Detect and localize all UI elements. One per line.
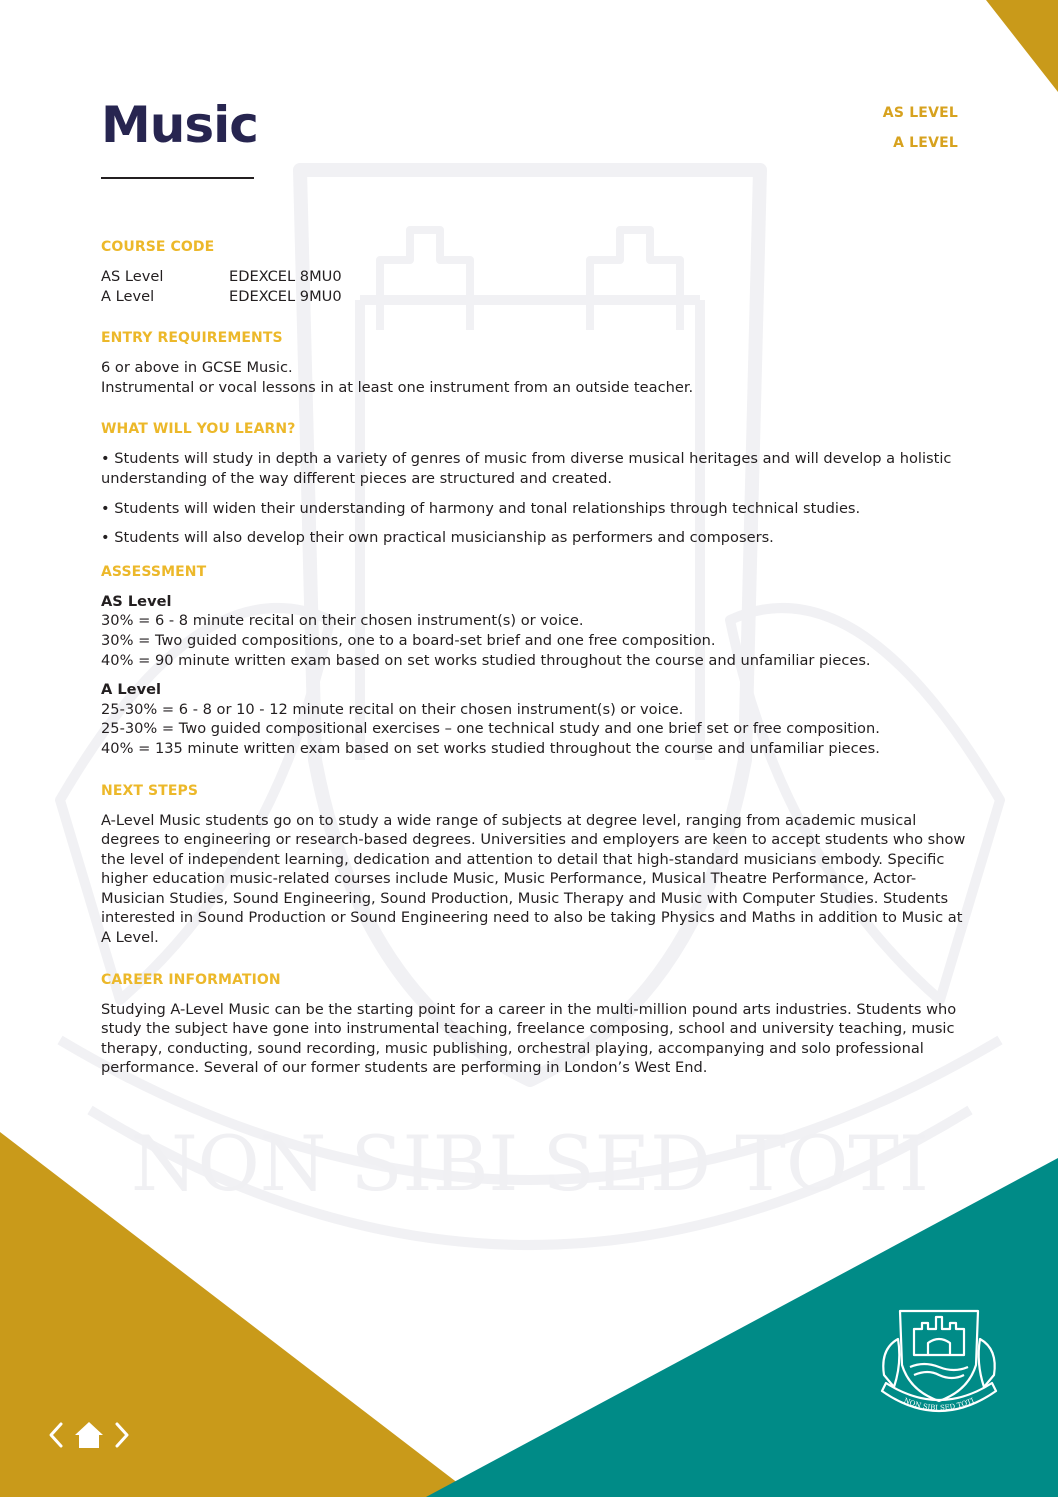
entry-line: Instrumental or vocal lessons in at least one instrument from an outside teacher.	[101, 378, 694, 396]
course-code-value: EDEXCEL 9MU0	[229, 287, 342, 305]
assessment-heading: ASSESSMENT	[101, 563, 207, 580]
assessment-line: 30% = 6 - 8 minute recital on their chosen instrument(s) or voice.	[101, 612, 584, 630]
learn-heading: WHAT WILL YOU LEARN?	[101, 421, 296, 438]
chevron-left-icon[interactable]	[46, 1418, 66, 1452]
course-level-label: AS Level	[101, 268, 164, 285]
section-course-code	[101, 237, 971, 306]
next-steps-text: A-Level Music students go on to study a wide range of subjects at degree level, ranging from academic musical degrees to engineering or research-based degrees. Universities and employers are keen to accept students who show the level of independent learning, dedication and attention to detail that high-standard musicians embody. Specific higher education music-related courses include Music, Music Performance, Musical Theatre Performance, Actor-Musician Studies, Sound Engineering, Sound Production, Music Therapy and Music with Computer Studies. Students interested in Sound Production or Sound Engineering need to also be taking Physics and Maths in addition to Music at A Level.	[101, 811, 966, 947]
course-level-label: A Level	[101, 287, 155, 305]
learn-bullet: • Students will widen their understanding of harmony and tonal relationships through technical studies.	[101, 499, 861, 517]
course-code-value: EDEXCEL 8MU0	[229, 268, 342, 285]
level-badges	[883, 98, 958, 158]
entry-requirements-heading: ENTRY REQUIREMENTS	[101, 330, 283, 347]
crest-motto: NON SIBI SED TOTI	[902, 1396, 976, 1413]
assessment-line: 30% = Two guided compositions, one to a board-set brief and one free composition.	[101, 631, 716, 649]
entry-line: 6 or above in GCSE Music.	[101, 359, 293, 377]
page-navigation	[46, 1418, 136, 1454]
learn-bullet: • Students will also develop their own practical musicianship as performers and composers.	[101, 529, 774, 547]
section-next-steps	[101, 781, 971, 948]
assessment-line: 25-30% = Two guided compositional exercises – one technical study and one brief set or free composition.	[101, 720, 880, 738]
home-icon[interactable]	[72, 1418, 106, 1452]
next-steps-heading: NEXT STEPS	[101, 782, 199, 799]
assessment-a-title: A Level	[101, 681, 161, 699]
main-content	[101, 237, 971, 1102]
watermark-motto: NON SIBI SED TOTI	[131, 1119, 929, 1208]
level-as: AS LEVEL	[882, 105, 958, 121]
course-code-table	[101, 267, 971, 306]
section-entry-requirements	[101, 328, 971, 397]
section-career-information	[101, 970, 971, 1078]
assessment-line: 40% = 90 minute written exam based on set works studied throughout the course and unfamiliar pieces.	[101, 651, 871, 669]
career-heading: CAREER INFORMATION	[101, 971, 281, 988]
learn-bullet: • Students will study in depth a variety of genres of music from diverse musical heritages and will develop a holistic understanding of the way different pieces are structured and created.	[101, 450, 952, 487]
level-a: A LEVEL	[893, 135, 958, 151]
assessment-as-title: AS Level	[101, 592, 172, 610]
title-underline	[101, 177, 254, 179]
chevron-right-icon[interactable]	[112, 1418, 132, 1452]
assessment-line: 25-30% = 6 - 8 or 10 - 12 minute recital on their chosen instrument(s) or voice.	[101, 700, 684, 718]
school-crest-logo	[876, 1305, 1002, 1423]
top-right-gold-triangle	[986, 0, 1058, 92]
course-code-heading: COURSE CODE	[101, 239, 215, 255]
career-text: Studying A-Level Music can be the starting point for a career in the multi-million pound arts industries. Students who study the subject have gone into instrumental teaching, freelance composing, school and university teaching, music therapy, conducting, sound recording, music publishing, orchestral playing, accompanying and solo professional performance. Several of our former students are performing in London’s West End.	[101, 1000, 957, 1077]
assessment-line: 40% = 135 minute written exam based on set works studied throughout the course and unfamiliar pieces.	[101, 739, 880, 757]
section-what-will-you-learn	[101, 419, 971, 547]
section-assessment	[101, 562, 971, 759]
page-title: Music	[101, 96, 258, 154]
